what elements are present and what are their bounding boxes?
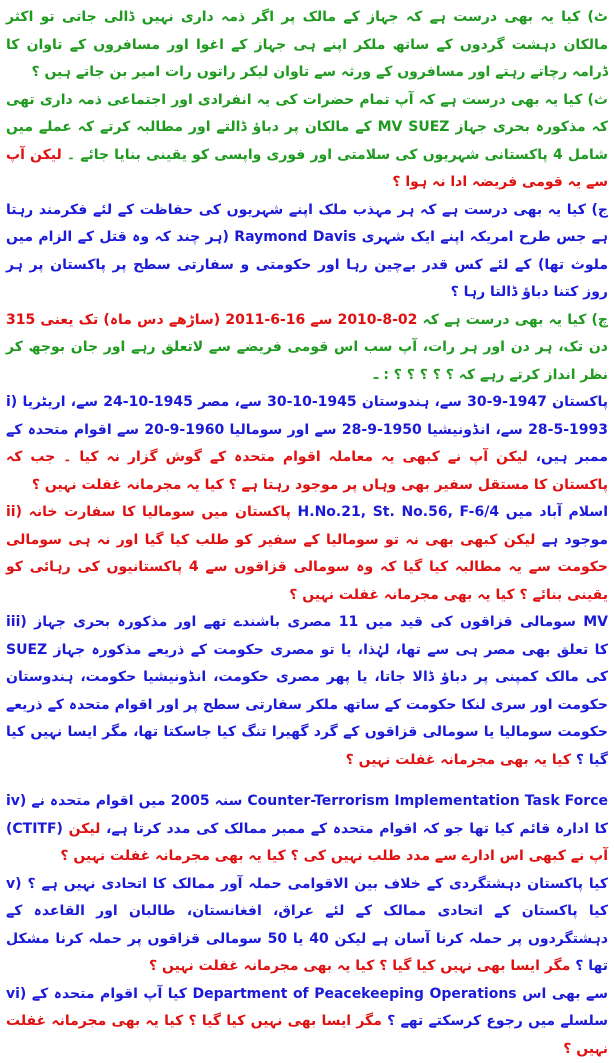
paragraph-vi-highlight: مگر ایسا بھی نہیں کیا گیا ؟ کیا یہ بھی مجرمانہ غفلت نہیں ؟	[6, 1013, 608, 1057]
paragraph-iii-highlight: کیا یہ بھی مجرمانہ غفلت نہیں ؟	[346, 752, 571, 768]
paragraph-vi-text: vi) کیا آپ اقوام متحدہ کے Department of Peacekeeping Operations سے بھی اس سلسلے میں رجوع کرسکتے تھے ؟	[6, 986, 608, 1030]
paragraph-v-text: v) کیا پاکستان دہشتگردی کے خلاف بین الاقوامی حملہ آور ممالک کا اتحادی نہیں ہے ؟ کیا پاکستان کے اتحادی ممالک کے لئے عراق، افغانستان، طالبان اور القاعدہ کے دہشتگردوں پر حملہ کرنا آسان ہے لیکن 40 یا 50 سومالی قزاقوں پر حملہ کرنا مشکل تھا ؟	[6, 876, 608, 975]
paragraph-ch-rest: دن تک، ہر دن اور ہر رات، آپ سب اس قومی فریضے سے لاتعلق رہے اور جان بوجھ کر نظر انداز کرتے رہے کہ ؟ ؟ ؟ ؟ ؟ : ـ	[6, 339, 608, 383]
paragraph-v	[6, 871, 608, 981]
paragraph-vi	[6, 981, 608, 1063]
paragraph-i-text: i) پاکستان 1947-9-30 سے، ہندوستان 1945-10-30 سے، مصر 1945-10-24 سے، اریٹریا 1993-5-28 سے، انڈونیشیا 1950-9-28 سے اور سومالیا 1960-9-20 سے اقوام متحدہ کے ممبر ہیں،	[6, 394, 608, 465]
paragraph-s-highlight: لیکن آپ سے یہ قومی فریضہ ادا نہ ہوا ؟	[6, 147, 608, 191]
paragraph-ch-intro: چ) کیا یہ بھی درست ہے کہ	[417, 312, 608, 328]
paragraph-ii-intro: ii) پاکستان میں سومالیا کا سفارت خانہ	[6, 504, 298, 520]
paragraph-t	[6, 4, 608, 87]
paragraph-ii	[6, 499, 608, 609]
paragraph-iv-highlight: لیکن آپ نے کبھی اس ادارے سے مدد طلب نہیں کی ؟ کیا یہ بھی مجرمانہ غفلت نہیں ؟	[60, 821, 608, 865]
paragraph-v-highlight: مگر ایسا بھی نہیں کیا گیا ؟ کیا یہ بھی مجرمانہ غفلت نہیں ؟	[149, 958, 570, 974]
paragraph-iii-text: iii) سومالی قزاقوں کی قید میں 11 مصری باشندے تھے اور مذکورہ بحری جہاز MV SUEZ کا تعلق بھی مصر ہی سے تھا، لہٰذا، یا تو مصری حکومت کے ذریعے مذکورہ جہاز کی مالک کمپنی پر دباؤ ڈالا جاتا، یا پھر مصری حکومت، انڈونیشیا حکومت، ہندوستان حکومت اور سری لنکا حکومت کے ساتھ ملکر سفارتی سطح پر اور اقوام متحدہ کے ذریعے حکومت سومالیا یا سومالی قزاقوں کے گرد گھیرا تنگ کیا جاسکتا تھا، مگر ایسا نہیں کیا گیا ؟	[6, 614, 608, 768]
paragraph-iv-text: iv) سنہ 2005 میں اقوام متحدہ نے Counter-Terrorism Implementation Task Force (CTITF) کا ادارہ قائم کیا تھا جو کہ اقوام متحدہ کے ممبر ممالک کی مدد کرتا ہے،	[6, 793, 608, 837]
paragraph-t-text: ٹ) کیا یہ بھی درست ہے کہ جہاز کے مالک پر اگر ذمہ داری نہیں ڈالی جاتی تو اکثر مالکان دہشت گردوں کے ساتھ ملکر اپنے ہی جہاز کے اغوا اور مسافروں کے تاوان کا ڈرامہ رچاتے رہتے اور مسافروں کے ورثہ سے تاوان لیکر راتوں رات امیر بن جاتے ہیں ؟	[6, 9, 608, 80]
paragraph-ch-dates: 02-8-2010 سے 16-6-2011 (ساڑھے دس ماہ) تک یعنی 315	[6, 312, 417, 328]
paragraph-gap	[6, 774, 608, 788]
paragraph-i-highlight: لیکن آپ نے کبھی یہ معاملہ اقوام متحدہ کے گوش گزار نہ کیا ۔ جب کہ پاکستان کا مستقل سفیر بھی وہاں پر موجود رہتا ہے ؟ کیا یہ مجرمانہ غفلت نہیں ؟	[6, 449, 608, 493]
paragraph-s-text: ث) کیا یہ بھی درست ہے کہ آپ تمام حضرات کی یہ انفرادی اور اجتماعی ذمہ داری تھی کہ مذکورہ بحری جہاز MV SUEZ کے مالکان پر دباؤ ڈالتے اور مطالبہ کرتے کہ عملے میں شامل 4 پاکستانی شہریوں کی سلامتی اور فوری واپسی کو یقینی بنایا جائے ۔	[6, 92, 608, 163]
paragraph-s	[6, 87, 608, 197]
paragraph-i	[6, 389, 608, 499]
paragraph-j-text: ج) کیا یہ بھی درست ہے کہ ہر مہذب ملک اپنے شہریوں کی حفاظت کے لئے فکرمند رہتا ہے جس طرح امریکہ اپنے ایک شہری Raymond Davis (ہر چند کہ وہ قتل کے الزام میں ملوث تھا) کے لئے کس قدر بےچین رہا اور حکومتی و سفارتی سطح پر پاکستان پر ہر روز کتنا دباؤ ڈالتا رہا ؟	[6, 202, 608, 301]
paragraph-j	[6, 197, 608, 307]
paragraph-ii-rest: لیکن کبھی بھی نہ تو سومالیا کے سفیر کو طلب کیا گیا اور نہ ہی سومالی حکومت سے یہ مطالبہ کیا گیا کہ وہ سومالی قزاقوں سے 4 پاکستانیوں کی رہائی کو یقینی بنائے ؟ کیا یہ بھی مجرمانہ غفلت نہیں ؟	[6, 532, 608, 603]
paragraph-iii	[6, 609, 608, 774]
paragraph-ii-address: H.No.21, St. No.56, F-6/4 اسلام آباد میں موجود ہے	[298, 504, 608, 548]
paragraph-ch	[6, 307, 608, 390]
paragraph-iv	[6, 788, 608, 871]
